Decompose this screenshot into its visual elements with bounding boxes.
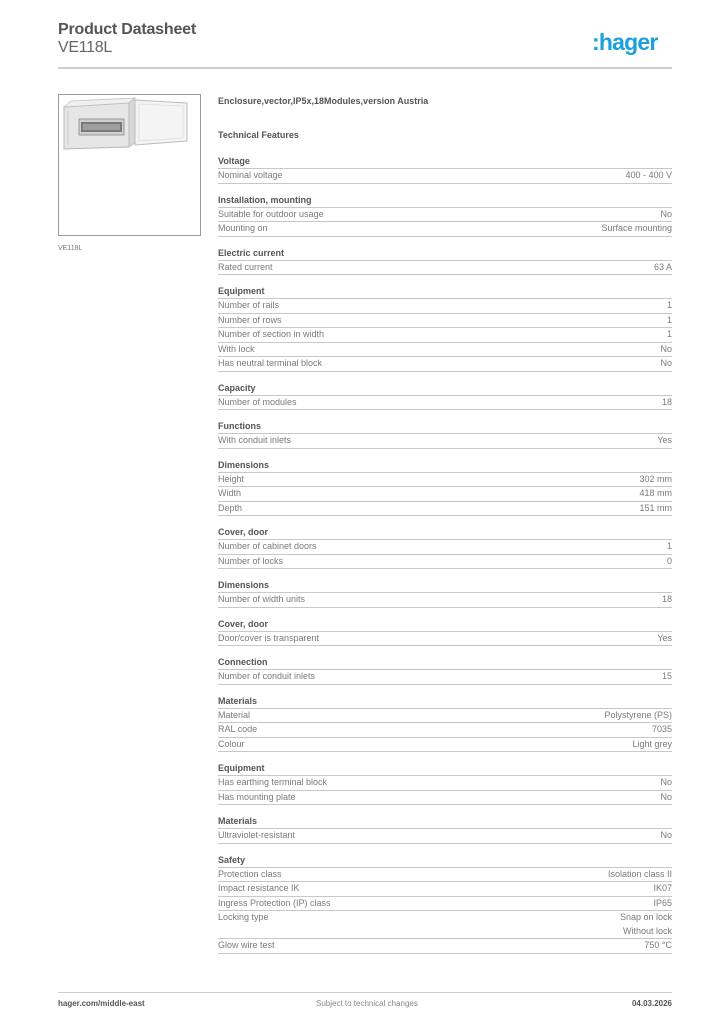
- spec-value-line: Light grey: [632, 738, 672, 749]
- spec-row: [218, 328, 672, 343]
- spec-label: With conduit inlets: [218, 435, 292, 445]
- spec-group-title: Cover, door: [218, 525, 672, 540]
- spec-value: [657, 434, 672, 448]
- spec-label: Rated current: [218, 261, 273, 272]
- spec-value: [667, 299, 672, 313]
- spec-value: [660, 343, 672, 357]
- spec-group-title: Cover, door: [218, 617, 672, 632]
- spec-label: Has mounting plate: [218, 791, 296, 802]
- spec-value-line: Yes: [657, 632, 672, 643]
- spec-value: [601, 222, 672, 236]
- spec-row: [218, 434, 672, 449]
- spec-value: [660, 829, 672, 843]
- footer-divider: [58, 992, 672, 993]
- spec-row: [218, 897, 672, 912]
- spec-value: [639, 502, 672, 516]
- hager-logo: :hager: [592, 29, 658, 55]
- spec-value-line: Without lock: [622, 925, 672, 936]
- spec-label: Number of rails: [218, 300, 280, 310]
- spec-label: Nominal voltage: [218, 170, 283, 180]
- spec-row: [218, 261, 672, 276]
- spec-value: [660, 776, 672, 790]
- spec-label: Impact resistance IK: [218, 883, 300, 893]
- spec-value-line: No: [660, 791, 672, 802]
- page-title: Product Datasheet: [58, 21, 196, 38]
- spec-value-line: 302 mm: [639, 473, 672, 484]
- spec-value: [653, 882, 672, 896]
- spec-label: Depth: [218, 502, 243, 513]
- spec-group: [218, 419, 672, 449]
- spec-value-line: Yes: [657, 435, 672, 445]
- enclosure-illustration-icon: [59, 95, 200, 235]
- spec-group-title: Functions: [218, 419, 672, 434]
- spec-row: [218, 868, 672, 883]
- spec-value-line: 1: [666, 300, 672, 310]
- spec-group: [218, 694, 672, 753]
- spec-row: [218, 939, 672, 954]
- product-image: [58, 94, 201, 236]
- spec-label: Glow wire test: [218, 940, 275, 950]
- spec-group: [218, 458, 672, 517]
- spec-value: [653, 897, 672, 911]
- spec-label: Material: [218, 709, 251, 720]
- spec-label: Number of width units: [218, 594, 306, 604]
- spec-value: [657, 632, 672, 646]
- spec-row: [218, 709, 672, 724]
- spec-group: [218, 655, 672, 685]
- spec-label: Ultraviolet-resistant: [218, 830, 296, 840]
- spec-row: [218, 555, 672, 570]
- spec-label: Number of conduit inlets: [218, 671, 316, 681]
- spec-value: [667, 540, 672, 554]
- spec-label: Protection class: [218, 868, 282, 879]
- spec-value: [632, 738, 672, 752]
- spec-label: Number of cabinet doors: [218, 541, 317, 551]
- spec-value: [660, 208, 672, 222]
- footer-date: 04.03.2026: [631, 999, 672, 1008]
- spec-group-title: Dimensions: [218, 458, 672, 473]
- spec-row: [218, 911, 672, 939]
- spec-group-title: Dimensions: [218, 578, 672, 593]
- spec-label: Suitable for outdoor usage: [218, 208, 324, 219]
- spec-row: [218, 882, 672, 897]
- image-caption: VE118L: [58, 245, 83, 252]
- footer-website: hager.com/middle-east: [58, 999, 145, 1008]
- spec-value-line: 18: [661, 594, 672, 604]
- spec-group: [218, 525, 672, 569]
- spec-row: [218, 632, 672, 647]
- spec-group-title: Installation, mounting: [218, 193, 672, 208]
- spec-label: Height: [218, 473, 245, 484]
- spec-value: [660, 357, 672, 371]
- spec-row: [218, 357, 672, 372]
- spec-group-title: Connection: [218, 655, 672, 670]
- spec-row: [218, 829, 672, 844]
- spec-table: [218, 154, 672, 963]
- spec-row: [218, 343, 672, 358]
- spec-label: Number of rows: [218, 314, 282, 325]
- spec-row: [218, 208, 672, 223]
- spec-row: [218, 670, 672, 685]
- spec-value: [644, 939, 672, 953]
- spec-value-line: 151 mm: [639, 502, 672, 513]
- spec-group-title: Electric current: [218, 246, 672, 261]
- spec-group: [218, 284, 672, 372]
- spec-row: [218, 502, 672, 517]
- spec-group-title: Materials: [218, 694, 672, 709]
- spec-row: [218, 169, 672, 184]
- spec-group: [218, 853, 672, 954]
- spec-value-line: 1: [666, 314, 672, 325]
- product-code: VE118L: [58, 39, 112, 56]
- spec-value: [639, 473, 672, 487]
- spec-group: [218, 814, 672, 844]
- footer-disclaimer: Subject to technical changes: [316, 999, 418, 1008]
- spec-value-line: Surface mounting: [601, 223, 672, 233]
- spec-value-line: IP65: [653, 897, 672, 908]
- spec-label: Number of section in width: [218, 329, 325, 339]
- spec-value: [652, 723, 672, 737]
- spec-value-line: 15: [661, 671, 672, 681]
- spec-value: [639, 487, 672, 501]
- spec-group: [218, 381, 672, 411]
- spec-label: Number of modules: [218, 396, 297, 407]
- spec-label: Width: [218, 488, 242, 498]
- spec-value-line: 418 mm: [639, 488, 672, 498]
- spec-group: [218, 246, 672, 276]
- spec-value: [667, 314, 672, 328]
- spec-row: [218, 314, 672, 329]
- spec-value-line: 1: [666, 329, 672, 339]
- spec-group: [218, 154, 672, 184]
- spec-group-title: Voltage: [218, 154, 672, 169]
- spec-group-title: Equipment: [218, 284, 672, 299]
- spec-value-line: 400 - 400 V: [625, 170, 672, 180]
- spec-row: [218, 540, 672, 555]
- spec-label: Number of locks: [218, 555, 284, 566]
- spec-value-line: No: [660, 358, 672, 368]
- spec-group: [218, 578, 672, 608]
- spec-value: [662, 396, 672, 410]
- spec-value-line: No: [660, 777, 672, 787]
- spec-row: [218, 487, 672, 502]
- spec-group-title: Equipment: [218, 761, 672, 776]
- spec-value-line: 7035: [651, 724, 672, 734]
- spec-row: [218, 396, 672, 411]
- spec-value: [625, 169, 672, 183]
- spec-value-line: No: [660, 343, 672, 354]
- spec-value: [608, 868, 672, 882]
- spec-row: [218, 738, 672, 753]
- spec-label: Door/cover is transparent: [218, 632, 320, 643]
- spec-group: [218, 761, 672, 805]
- spec-value-line: 750 °C: [644, 940, 672, 950]
- spec-value-line: Snap on lock: [619, 912, 672, 922]
- header-divider: [58, 67, 672, 69]
- spec-value: [662, 670, 672, 684]
- spec-group: [218, 617, 672, 647]
- spec-value: [620, 911, 672, 938]
- product-description: Enclosure,vector,IP5x,18Modules,version Austria: [218, 96, 429, 106]
- spec-label: Mounting on: [218, 223, 268, 233]
- spec-row: [218, 593, 672, 608]
- spec-row: [218, 473, 672, 488]
- spec-value-line: No: [660, 830, 672, 840]
- spec-label: RAL code: [218, 724, 258, 734]
- spec-value: [604, 709, 672, 723]
- spec-value: [662, 593, 672, 607]
- spec-value-line: 1: [666, 541, 672, 551]
- spec-label: Has earthing terminal block: [218, 777, 328, 787]
- spec-row: [218, 791, 672, 806]
- spec-value-line: 18: [661, 396, 672, 407]
- spec-group-title: Materials: [218, 814, 672, 829]
- spec-value-line: No: [660, 208, 672, 219]
- spec-label: Locking type: [218, 912, 269, 922]
- section-title: Technical Features: [218, 130, 299, 140]
- spec-label: With lock: [218, 343, 255, 354]
- spec-group-title: Capacity: [218, 381, 672, 396]
- spec-value-line: 63 A: [653, 261, 672, 272]
- spec-row: [218, 222, 672, 237]
- spec-value: [654, 261, 672, 275]
- spec-value: [667, 328, 672, 342]
- spec-value: [667, 555, 672, 569]
- spec-row: [218, 299, 672, 314]
- spec-value-line: Isolation class II: [607, 868, 672, 879]
- spec-value: [660, 791, 672, 805]
- spec-label: Colour: [218, 738, 245, 749]
- spec-value-line: IK07: [653, 883, 672, 893]
- spec-group: [218, 193, 672, 237]
- spec-value-line: 0: [666, 555, 672, 566]
- spec-row: [218, 776, 672, 791]
- spec-group-title: Safety: [218, 853, 672, 868]
- spec-row: [218, 723, 672, 738]
- spec-value-line: Polystyrene (PS): [604, 709, 672, 720]
- spec-label: Has neutral terminal block: [218, 358, 323, 368]
- spec-label: Ingress Protection (IP) class: [218, 897, 331, 908]
